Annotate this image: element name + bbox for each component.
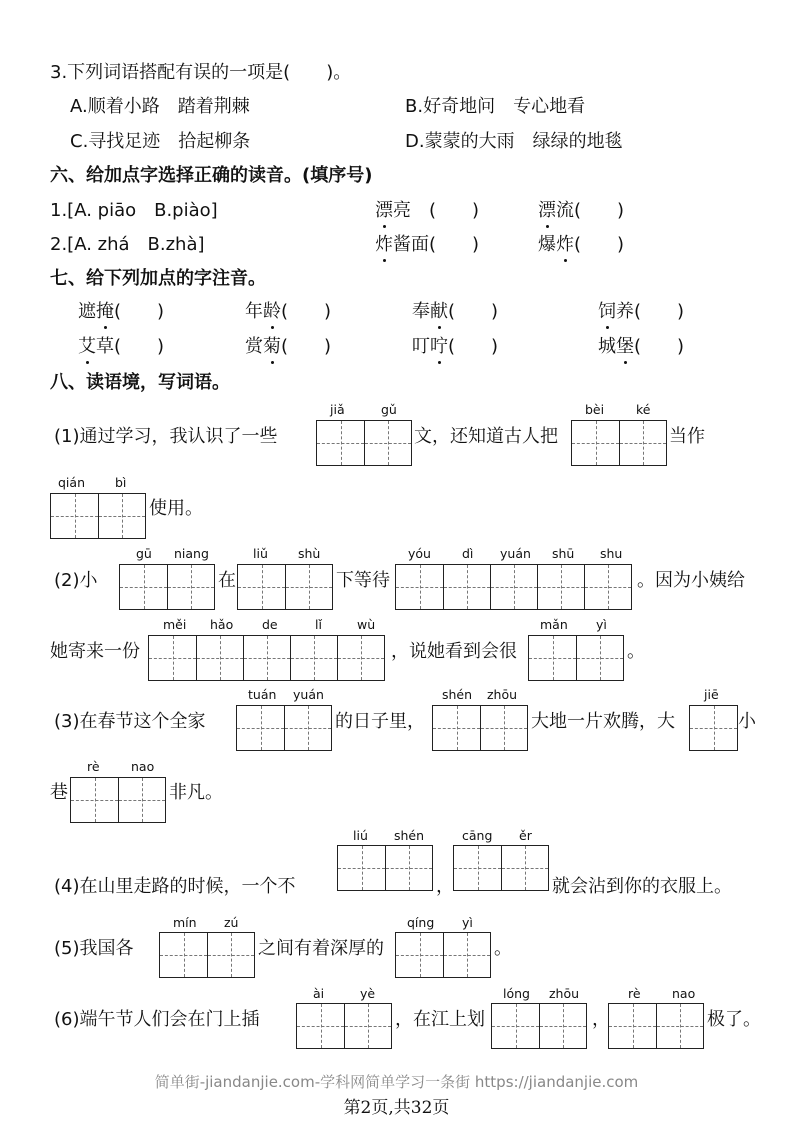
pinyin-item: 遮掩( ) [78,301,165,322]
tianzige-grid[interactable] [237,564,333,610]
pinyin-label: ài [313,986,325,1001]
pinyin-label: rè [87,759,100,774]
pinyin-label: gū [136,546,152,561]
pinyin-label: yuán [293,687,324,702]
tianzige-grid[interactable] [432,705,528,751]
tianzige-grid[interactable] [337,845,433,891]
pinyin-label: yuán [500,546,531,561]
pinyin-label: nao [131,759,155,774]
tianzige-grid[interactable] [528,635,624,681]
dotted-char: 漂 [538,200,556,221]
option-d: D.蒙蒙的大雨 绿绿的地毯 [405,131,623,152]
pinyin-label: de [262,617,278,632]
sentence-2-part-e: 她寄来一份 [50,641,140,662]
question-3-stem: 3.下列词语搭配有误的一项是( )。 [50,62,352,83]
section-7-title: 七、给下列加点的字注音。 [50,268,266,289]
pinyin-label: hǎo [210,617,234,632]
reading-word-zhajiangmian: 炸酱面( ) [375,234,480,255]
pinyin-label: ké [636,402,651,417]
page-number: 第2页,共32页 [343,1098,450,1118]
reading-options-1: 1.[A. piāo B.piào] [50,200,218,221]
pinyin-item: 赏菊( ) [245,336,332,357]
sentence-3-part-a: (3)在春节这个全家 [54,711,206,732]
pinyin-label: bèi [585,402,605,417]
sentence-2-part-c: 下等待 [336,570,390,591]
section-6-title: 六、给加点字选择正确的读音。(填序号) [50,165,373,186]
sentence-4-part-c: 就会沾到你的衣服上。 [552,876,732,897]
reading-word-piaoliang: 漂亮 ( ) [375,200,480,221]
sentence-5-part-a: (5)我国各 [54,938,134,959]
pinyin-label: wù [357,617,376,632]
tianzige-grid[interactable] [148,635,385,681]
tianzige-grid[interactable] [571,420,667,466]
tianzige-grid[interactable] [316,420,412,466]
tianzige-grid[interactable] [50,493,146,539]
pinyin-label: nao [672,986,696,1001]
pinyin-item: 城堡( ) [598,336,685,357]
pinyin-label: yì [596,617,607,632]
section-8-title: 八、读语境，写词语。 [50,372,230,393]
pinyin-label: yè [360,986,376,1001]
sentence-2-part-b: 在 [218,570,236,591]
reading-word-baozha: 爆炸( ) [538,234,625,255]
pinyin-label: shén [394,828,425,843]
pinyin-label: shū [552,546,575,561]
pinyin-label: zhōu [487,687,518,702]
pinyin-item: 奉献( ) [412,301,499,322]
option-c: C.寻找足迹 拾起柳条 [70,131,251,152]
sentence-3-part-c: 大地一片欢腾，大 [531,711,675,732]
sentence-1-part-d: 使用。 [149,498,203,519]
pinyin-label: zhōu [549,986,580,1001]
reading-options-2: 2.[A. zhá B.zhà] [50,234,205,255]
sentence-2-part-g: 。 [627,641,645,662]
pinyin-label: zú [224,915,239,930]
sentence-1-part-a: (1)通过学习，我认识了一些 [54,426,278,447]
tianzige-grid[interactable] [608,1003,704,1049]
pinyin-label: mín [173,915,197,930]
sentence-4-part-a: (4)在山里走路的时候，一个不 [54,876,296,897]
pinyin-label: rè [628,986,641,1001]
pinyin-label: shén [442,687,473,702]
option-b: B.好奇地问 专心地看 [405,96,586,117]
tianzige-grid[interactable] [119,564,215,610]
dotted-char: 漂 [375,200,393,221]
pinyin-item: 艾草( ) [78,336,165,357]
reading-word-piaoliu: 漂流( ) [538,200,625,221]
sentence-5-part-c: 。 [494,938,512,959]
sentence-3-part-b: 的日子里， [335,711,425,732]
pinyin-label: cāng [462,828,493,843]
watermark: 简单街-jiandanjie.com-学科网简单学习一条街 https://jiandanjie.com [154,1073,639,1091]
pinyin-label: jiǎ [330,402,345,417]
sentence-3-part-d: 小 [738,711,756,732]
pinyin-label: lǐ [315,617,322,632]
tianzige-grid[interactable] [236,705,332,751]
tianzige-grid[interactable] [70,777,166,823]
pinyin-label: gǔ [381,402,397,417]
sentence-2-part-d: 。因为小姨给 [637,570,745,591]
pinyin-label: ěr [519,828,532,843]
pinyin-label: lóng [503,986,530,1001]
sentence-3-part-e: 巷 [50,782,68,803]
tianzige-grid[interactable] [159,932,255,978]
pinyin-label: shù [298,546,321,561]
sentence-5-part-b: 之间有着深厚的 [258,938,384,959]
sentence-2-part-f: ，说她看到会很 [391,641,517,662]
sentence-6-part-b: ，在江上划 [395,1009,485,1030]
pinyin-label: bì [115,475,127,490]
tianzige-grid[interactable] [395,564,632,610]
pinyin-label: qián [58,475,85,490]
pinyin-label: niang [174,546,209,561]
pinyin-label: yì [462,915,473,930]
pinyin-label: yóu [408,546,431,561]
dotted-char: 炸 [375,234,393,255]
sentence-3-part-f: 非凡。 [169,782,223,803]
dotted-char: 炸 [556,234,574,255]
sentence-1-part-c: 当作 [669,426,705,447]
pinyin-label: liǔ [253,546,268,561]
sentence-1-part-b: 文，还知道古人把 [414,426,558,447]
pinyin-label: jiē [704,687,719,702]
option-a: A.顺着小路 踏着荆棘 [70,96,250,117]
sentence-6-part-d: 极了。 [707,1009,761,1030]
tianzige-grid[interactable] [491,1003,587,1049]
tianzige-grid[interactable] [296,1003,392,1049]
pinyin-item: 年龄( ) [245,301,332,322]
sentence-4-part-b: ， [436,876,454,897]
pinyin-label: tuán [248,687,277,702]
pinyin-item: 饲养( ) [598,301,685,322]
pinyin-label: shu [600,546,623,561]
pinyin-label: qíng [407,915,435,930]
pinyin-label: liú [353,828,368,843]
tianzige-grid[interactable] [689,705,738,751]
pinyin-label: měi [163,617,187,632]
sentence-6-part-a: (6)端午节人们会在门上插 [54,1009,260,1030]
sentence-6-part-c: ， [592,1009,610,1030]
sentence-2-part-a: (2)小 [54,570,98,591]
tianzige-grid[interactable] [395,932,491,978]
tianzige-grid[interactable] [453,845,549,891]
pinyin-label: dì [462,546,474,561]
pinyin-item: 叮咛( ) [412,336,499,357]
pinyin-label: mǎn [540,617,568,632]
